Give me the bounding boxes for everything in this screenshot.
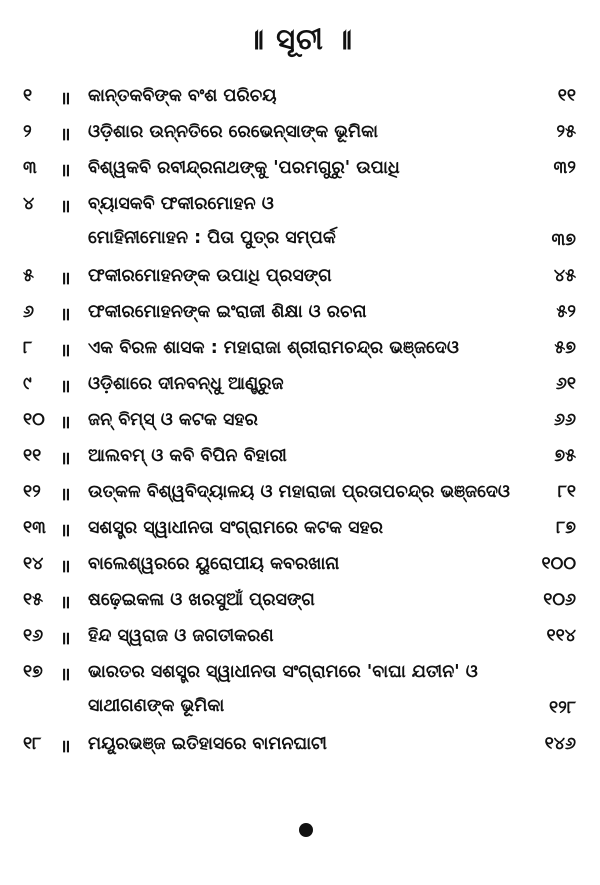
entry-title: କାନ୍ତକବିଙ୍କ ବଂଶ ପରିଚୟ [88, 86, 277, 106]
entry-page-number: ୧୦୦ [541, 554, 576, 574]
entry-title-line-2: ସାଥୀଗଣଙ୍କ ଭୂମିକା [88, 696, 225, 716]
entry-number: ୩ [23, 158, 37, 178]
entry-number: ୧ [23, 86, 33, 106]
entry-page-number: ୪୫ [553, 266, 576, 286]
entry-title-line-1: ବ୍ୟାସକବି ଫକୀରମୋହନ ଓ [88, 194, 274, 214]
toc-entry-5[interactable] [0, 258, 600, 294]
toc-entry-18[interactable] [0, 726, 600, 762]
entry-number: ୧୩ [23, 518, 46, 538]
entry-separator: ॥ [60, 737, 71, 757]
entry-title: ଓଡ଼ିଶାରେ ଦୀନବନ୍ଧୁ ଆଣ୍ଡ୍ରୁଜ [88, 374, 284, 394]
entry-separator: ॥ [60, 557, 71, 577]
entry-number: ୧୪ [23, 554, 44, 574]
entry-page-number: ୩୭ [551, 230, 576, 250]
toc-entry-10[interactable] [0, 402, 600, 438]
entry-page-number: ୬୬ [554, 410, 576, 430]
entry-number: ୬ [23, 302, 34, 322]
entry-separator: ॥ [60, 197, 71, 217]
entry-number: ୮ [23, 338, 33, 358]
toc-entry-6[interactable] [0, 294, 600, 330]
entry-title: ସଶସ୍ତ୍ର ସ୍ୱାଧୀନତା ସଂଗ୍ରାମରେ କଟକ ସହର [88, 518, 383, 538]
entry-separator: ॥ [60, 341, 71, 361]
entry-page-number: ୮୧ [557, 482, 576, 502]
entry-separator: ॥ [60, 629, 71, 649]
toc-entry-9[interactable] [0, 366, 600, 402]
entry-page-number: ୧୧ [557, 86, 576, 106]
entry-title [88, 194, 528, 248]
table-of-contents [0, 78, 600, 762]
entry-separator: ॥ [60, 593, 71, 613]
entry-number: ୯ [23, 374, 32, 394]
entry-title: ଆଲବମ୍ ଓ କବି ବିପିନ ବିହାରୀ [88, 446, 287, 466]
entry-separator: ॥ [60, 665, 71, 685]
entry-title: ଉତ୍କଳ ବିଶ୍ୱବିଦ୍ୟାଳୟ ଓ ମହାରାଜା ପ୍ରତାପଚନ୍ଦ୍ର ଭଞ୍ଜଦେଓ [88, 482, 510, 502]
entry-separator: ॥ [60, 161, 71, 181]
entry-page-number: ୫୨ [556, 302, 576, 322]
entry-page-number: ୨୫ [556, 122, 576, 142]
toc-entry-4[interactable] [0, 186, 600, 258]
toc-entry-8[interactable] [0, 330, 600, 366]
toc-entry-17[interactable] [0, 654, 600, 726]
entry-separator: ॥ [60, 269, 71, 289]
entry-number: ୫ [23, 266, 34, 286]
entry-title: ହିନ୍ଦ ସ୍ୱରାଜ ଓ ଜଗତୀକରଣ [88, 626, 274, 646]
entry-page-number: ୬୧ [555, 374, 576, 394]
entry-number: ୧୦ [23, 410, 45, 430]
entry-title: ମୟୂରଭଞ୍ଜ ଇତିହାସରେ ବାମନଘାଟୀ [88, 734, 328, 754]
toc-entry-16[interactable] [0, 618, 600, 654]
entry-page-number: ୭୫ [554, 446, 576, 466]
entry-separator: ॥ [60, 377, 71, 397]
entry-separator: ॥ [60, 521, 71, 541]
entry-number: ୧୮ [23, 734, 42, 754]
entry-title-line-1: ଭାରତର ସଶସ୍ତ୍ର ସ୍ୱାଧୀନତା ସଂଗ୍ରାମରେ 'ବାଘା ଯତୀନ' ଓ [88, 662, 478, 682]
end-ornament-dot [299, 823, 313, 837]
entry-page-number: ୩୨ [553, 158, 576, 178]
entry-number: ୨ [23, 122, 32, 142]
toc-entry-13[interactable] [0, 510, 600, 546]
page-title: ॥ ସୂଚୀ ॥ [246, 22, 354, 56]
entry-title: ବିଶ୍ୱକବି ରବୀନ୍ଦ୍ରନାଥଙ୍କୁ 'ପରମଗୁରୁ' ଉପାଧି [88, 158, 400, 178]
entry-number: ୧୧ [23, 446, 42, 466]
entry-number: ୪ [23, 194, 35, 214]
entry-page-number: ୧୧୪ [546, 626, 576, 646]
entry-page-number: ୧୨୮ [549, 698, 576, 718]
entry-page-number: ୧୪୬ [544, 734, 576, 754]
entry-page-number: ୮୭ [556, 518, 576, 538]
entry-number: ୧୭ [23, 662, 43, 682]
entry-title: ଷଢ଼େଇକଳା ଓ ଖରସୁଆଁ ପ୍ରସଙ୍ଗ [88, 590, 315, 610]
entry-separator: ॥ [60, 485, 71, 505]
entry-separator: ॥ [60, 449, 71, 469]
toc-entry-1[interactable] [0, 78, 600, 114]
entry-title: ଜନ୍ ବିମ୍‌ସ୍ ଓ କଟକ ସହର [88, 410, 258, 430]
toc-entry-14[interactable] [0, 546, 600, 582]
entry-separator: ॥ [60, 125, 71, 145]
toc-entry-3[interactable] [0, 150, 600, 186]
toc-entry-11[interactable] [0, 438, 600, 474]
entry-title: ଏକ ବିରଳ ଶାସକ : ମହାରାଜା ଶ୍ରୀରାମଚନ୍ଦ୍ର ଭଞ୍ଜଦେଓ [88, 338, 459, 358]
entry-separator: ॥ [60, 305, 71, 325]
entry-title: ଫକୀରମୋହନଙ୍କ ଉପାଧି ପ୍ରସଙ୍ଗ [88, 266, 332, 286]
toc-entry-12[interactable] [0, 474, 600, 510]
entry-title [88, 662, 528, 716]
entry-separator: ॥ [60, 89, 71, 109]
entry-number: ୧୨ [23, 482, 41, 502]
entry-page-number: ୫୭ [554, 338, 576, 358]
entry-page-number: ୧୦୬ [543, 590, 576, 610]
entry-number: ୧୫ [23, 590, 44, 610]
entry-title: ବାଲେଶ୍ୱରରେ ୟୁରୋପୀୟ କବରଖାନା [88, 554, 340, 574]
toc-entry-15[interactable] [0, 582, 600, 618]
entry-number: ୧୬ [23, 626, 44, 646]
toc-entry-2[interactable] [0, 114, 600, 150]
entry-title: ଓଡ଼ିଶାର ଉନ୍ନତିରେ ରେଭେନ୍‌ସାଙ୍କ ଭୂମିକା [88, 122, 379, 142]
entry-title: ଫକୀରମୋହନଙ୍କ ଇଂରାଜୀ ଶିକ୍ଷା ଓ ରଚନା [88, 302, 367, 322]
entry-separator: ॥ [60, 413, 71, 433]
entry-title-line-2: ମୋହିନୀମୋହନ : ପିତା ପୁତ୍ର ସମ୍ପର୍କ [88, 228, 336, 248]
